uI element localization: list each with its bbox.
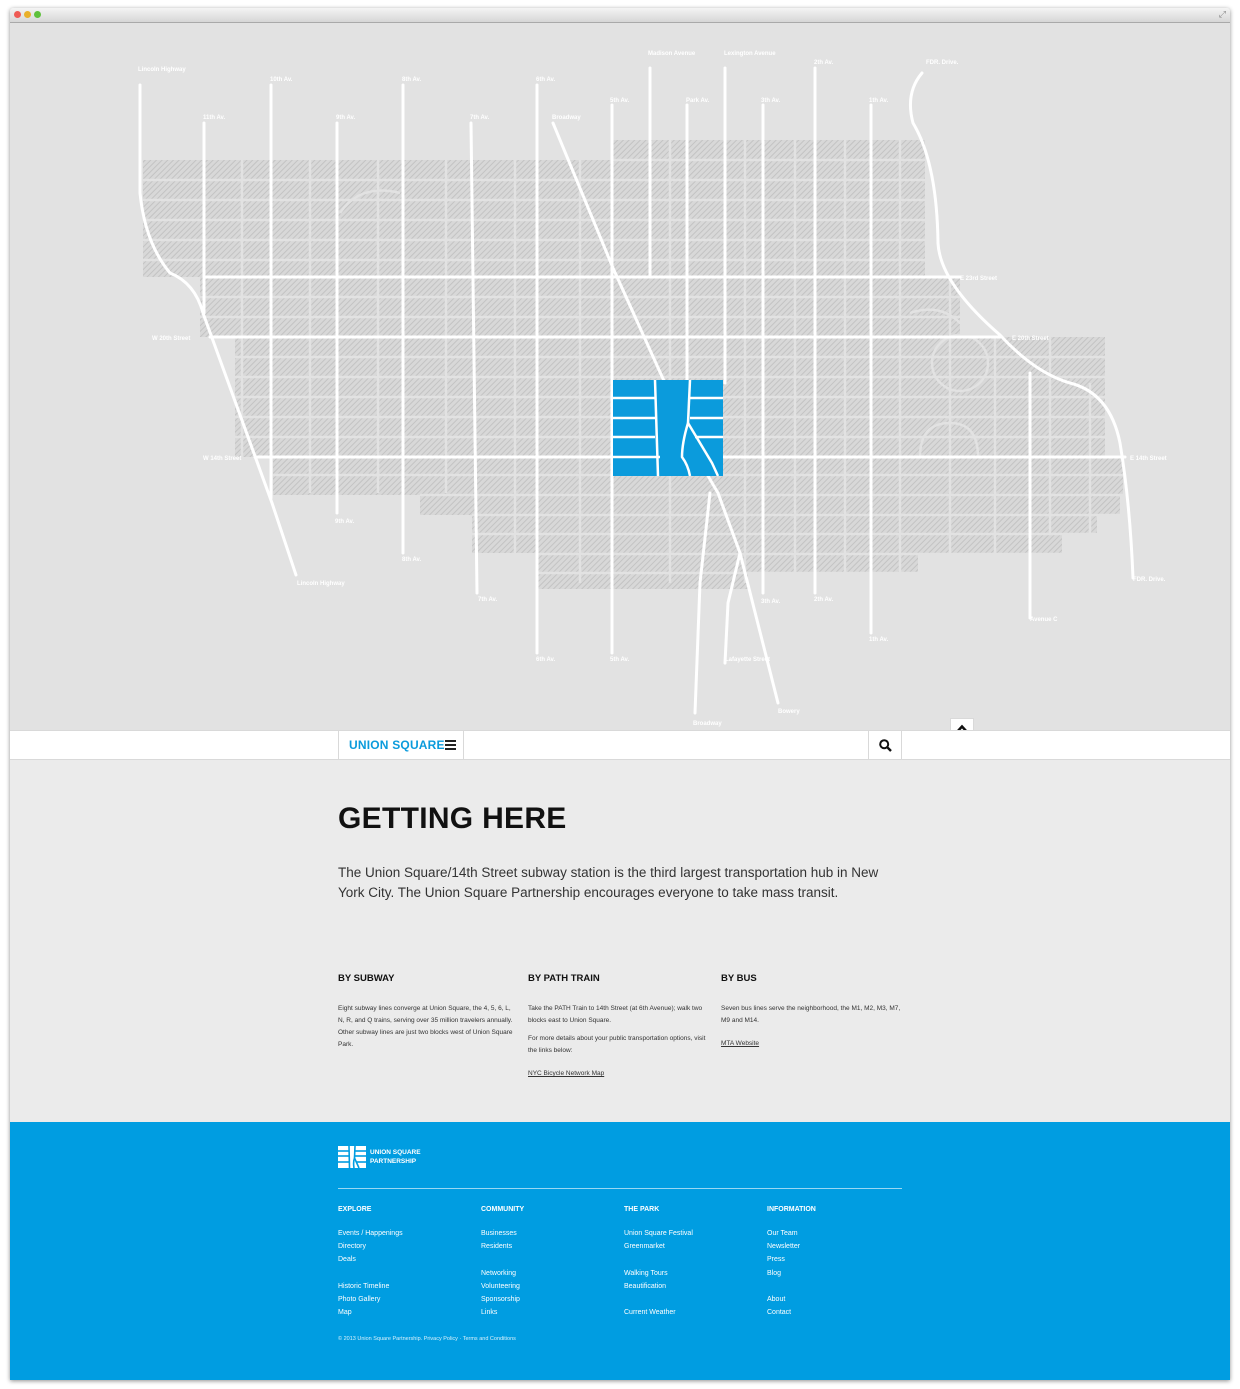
map-label: W 14th Street [203,456,242,462]
footer-link[interactable]: Historic Timeline [338,1282,390,1290]
footer-link[interactable]: Our Team [767,1230,798,1237]
bus-text: Seven bus lines serve the neighborhood, the M1, M2, M3, M7, M9 and M14. [721,1005,901,1024]
footer-logo-text[interactable] [370,1149,421,1166]
footer-link[interactable]: Current Weather [624,1309,676,1317]
map-label: 2th Av. [814,60,834,66]
map-label: FDR. Drive. [926,60,959,66]
fullscreen-icon[interactable]: ⤢ [1218,9,1226,19]
footer-heading: COMMUNITY [481,1206,525,1213]
map-label: Broadway [693,721,722,727]
footer-divider [338,1188,902,1189]
footer-link[interactable]: Sponsorship [481,1295,520,1303]
top-navigation [10,730,1230,760]
mta-website-link[interactable]: MTA Website [721,1040,760,1047]
copyright-text: © 2013 Union Square Partnership. Privacy Policy · Terms and Conditions [338,1336,516,1342]
map-label: Avenue C [1030,617,1058,623]
map-label: 8th Av. [402,557,422,563]
map-label: Lexington Avenue [724,51,776,57]
map-label: 1th Av. [869,637,889,643]
bus-heading: BY BUS [721,973,757,984]
page-title: GETTING HERE [338,802,567,835]
path-train-section [528,973,708,1080]
footer-link[interactable]: Links [481,1309,498,1317]
subway-section [338,973,518,1051]
footer-link[interactable]: Volunteering [481,1282,520,1290]
map-label: Park Av. [686,98,710,104]
logo-line-2: PARTNERSHIP [370,1157,417,1165]
map-label: 5th Av. [610,657,630,663]
map-label: Lafayette Street [725,657,771,663]
map-label: 9th Av. [336,115,356,121]
bus-section [721,973,906,1050]
map-label: 5th Av. [610,98,630,104]
brand-menu-button[interactable] [338,731,464,759]
map-blocks [143,140,1123,589]
map-label: E 23rd Street [960,276,998,282]
map-label: Broadway [552,115,581,121]
footer-link[interactable]: Map [338,1309,352,1317]
path-text: Take the PATH Train to 14th Street (at 6th Avenue); walk two blocks east to Union Square. [528,1005,703,1024]
footer-explore [338,1206,403,1319]
map-label: 10th Av. [270,77,293,83]
footer-link[interactable]: Residents [481,1243,513,1251]
footer-heading: EXPLORE [338,1206,372,1213]
map-label: 8th Av. [402,77,422,83]
map-label: 3th Av. [761,599,781,605]
close-window-icon[interactable] [14,11,21,18]
path-more-text: For more details about your public transportation options, visit the links below: [528,1035,706,1054]
footer-link[interactable]: Events / Happenings [338,1230,403,1237]
map-label: 2th Av. [814,597,834,603]
footer-link[interactable]: Deals [338,1256,356,1264]
footer-heading: INFORMATION [767,1206,816,1213]
hamburger-icon[interactable] [445,740,456,750]
brand-name[interactable]: UNION SQUARE [349,738,445,752]
footer-link[interactable]: Newsletter [767,1243,801,1251]
path-heading: BY PATH TRAIN [528,973,600,984]
subway-text: Eight subway lines converge at Union Square, the 4, 5, 6, L, N, R, and Q trains, serving over 35 million travelers annually. Other subway lines are just two blocks west of Union Square Park. [338,1005,513,1048]
browser-window [10,8,1230,1380]
footer-link[interactable]: Networking [481,1269,517,1277]
footer-link[interactable]: Union Square Festival [624,1230,693,1237]
map-label: Bowery [778,709,800,715]
footer-link[interactable]: Press [767,1256,785,1264]
map-label: 6th Av. [536,657,556,663]
map-label: Lincoln Highway [138,67,186,73]
footer-heading: THE PARK [624,1206,660,1213]
search-button[interactable] [868,731,902,759]
union-square-park[interactable] [613,380,723,476]
footer [10,1122,1230,1380]
map-label: 6th Av. [536,77,556,83]
footer-link[interactable]: About [767,1295,786,1303]
logo-line-1: UNION SQUARE [370,1149,421,1156]
map-label: Lincoln Highway [297,581,345,587]
footer-link[interactable]: Greenmarket [624,1243,665,1251]
usp-logo-icon[interactable] [338,1146,366,1168]
search-icon [879,739,892,752]
map-svg [10,23,1230,730]
footer-link[interactable]: Walking Tours [624,1269,668,1277]
footer-community [481,1206,524,1319]
footer-link[interactable]: Directory [338,1243,367,1251]
footer-link[interactable]: Photo Gallery [338,1295,381,1303]
intro-text: The Union Square/14th Street subway station is the third largest transportation hub in New York City. The Union Square Partnership encourages everyone to take mass transit. [338,865,879,900]
map-label: W 20th Street [152,336,191,342]
map-label: E 20th Street [1012,336,1049,342]
map-label: 1th Av. [869,98,889,104]
map-label: 11th Av. [203,115,226,121]
map-label: 9th Av. [335,519,355,525]
footer-the-park [624,1206,693,1319]
footer-information [767,1206,816,1319]
map-label: E 14th Street [1130,456,1167,462]
minimize-window-icon[interactable] [24,11,31,18]
footer-link[interactable]: Blog [767,1269,782,1277]
map-label: Madison Avenue [648,51,696,57]
maximize-window-icon[interactable] [34,11,41,18]
subway-heading: BY SUBWAY [338,973,395,984]
footer-link[interactable]: Contact [767,1309,792,1317]
map-label: 3th Av. [761,98,781,104]
map-label: FDR. Drive. [1133,577,1166,583]
footer-link[interactable]: Businesses [481,1230,517,1237]
map-label: 7th Av. [478,597,498,603]
map-label: 7th Av. [470,115,490,121]
window-title-bar [10,8,1230,23]
neighborhood-map[interactable] [10,23,1230,730]
footer-link[interactable]: Beautification [624,1282,667,1290]
bicycle-map-link[interactable]: NYC Bicycle Network Map [528,1070,605,1077]
